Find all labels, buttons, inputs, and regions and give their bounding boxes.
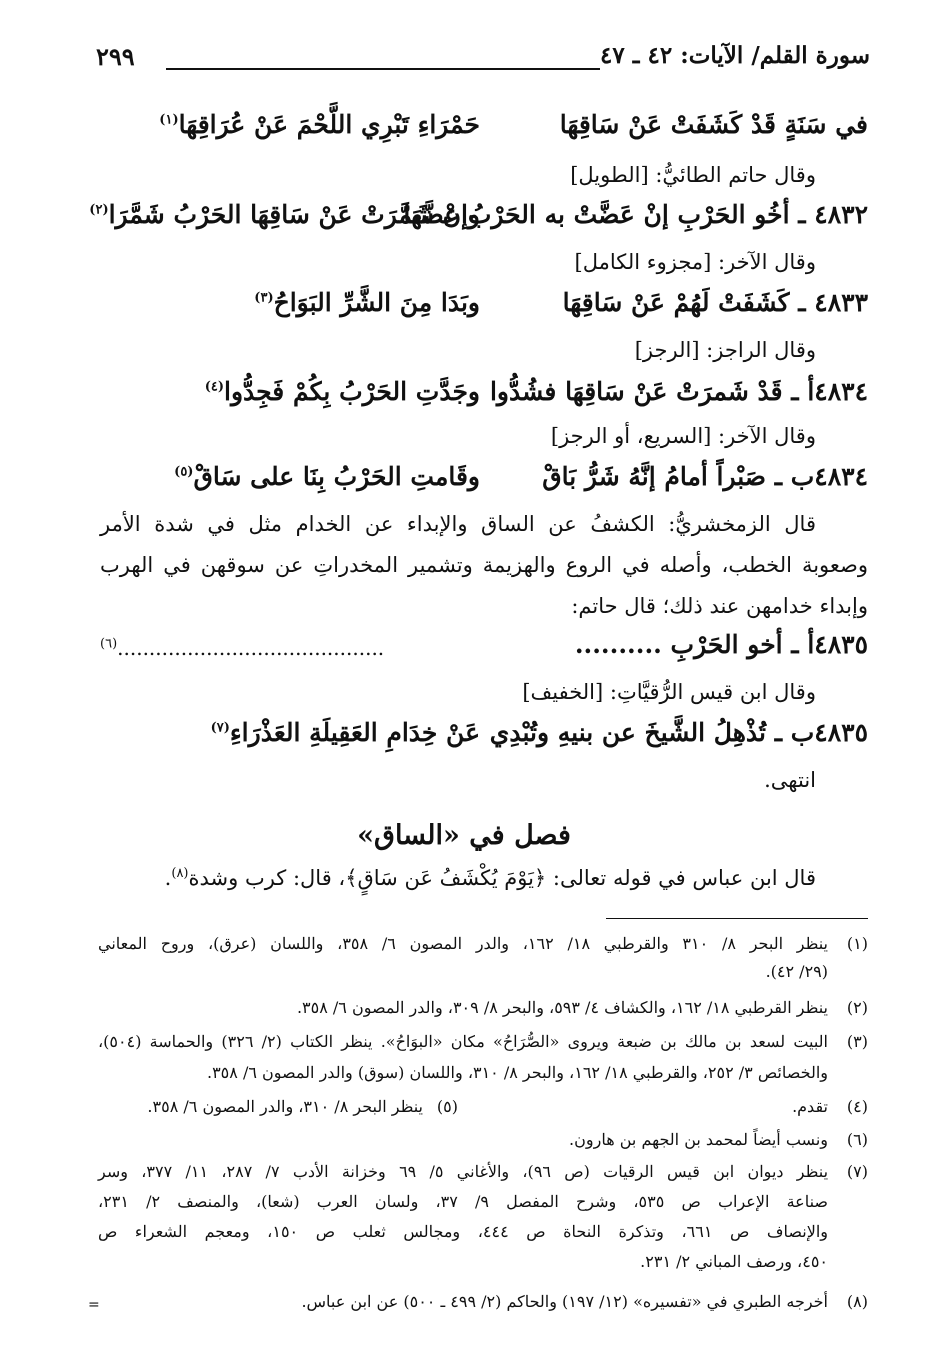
prose-line-2: وصعوبة الخطب، وأصله في الروع والهزيمة وتشمير المخدراتِ عن سوقهن في الهرب	[100, 553, 868, 577]
verse-intro-5: وقال ابن قيس الرُّقيَّاتِ: [الخفيف]	[522, 680, 816, 704]
verse-text: وإنْ شَمَّرَتْ عَنْ سَاقِهَا الحَرْبُ شَمَّرَا	[108, 200, 480, 229]
verse-4834b-first-hemistich: ٤٨٣٤ب ـ صَبْراً أمامُ إنَّهُ شَرُّ بَاقْ	[542, 462, 868, 491]
section-heading: فصل في «الساق»	[357, 820, 571, 851]
footnote-8-number: (٨)	[846, 1292, 868, 1311]
verse-4834a-second-hemistich	[100, 377, 480, 406]
footnote-1-line-1: ينظر البحر ٨/ ٣١٠ والقرطبي ١٨/ ١٦٢، والدر المصون ٦/ ٣٥٨، واللسان (عرق)، وروح المعاني	[98, 934, 828, 953]
footnote-6-line-1: ونسب أيضاً لمحمد بن الجهم بن هارون.	[569, 1130, 828, 1149]
running-title: سورة القلم/ الآيات: ٤٢ ـ ٤٧	[600, 42, 870, 69]
running-header	[96, 38, 870, 78]
verse-1-first-hemistich: في سَنَةٍ قَدْ كَشَفَتْ عَنْ سَاقِهَا	[559, 110, 868, 139]
page-number: ٢٩٩	[96, 42, 135, 71]
footnote-ref-7: (٧)	[210, 720, 230, 736]
footnote-3-line-1: البيت لسعد بن مالك بن ضبعة ويروى «الصُّرَاحُ» مكان «البوَاحُ». ينظر الكتاب (٢/ ٣٢٦) والحماسة (٥٠٤)،	[98, 1032, 829, 1051]
verse-4835b-second-hemistich	[100, 718, 480, 747]
footnote-2-number: (٢)	[846, 998, 868, 1017]
footnote-2-line-1: ينظر القرطبي ١٨/ ١٦٢، والكشاف ٤/ ٥٩٣، والبحر ٨/ ٣٠٩، والدر المصون ٦/ ٣٥٨.	[296, 998, 828, 1017]
footnote-ref-1: (١)	[159, 112, 179, 128]
footnote-ref-6: (٦)	[100, 636, 118, 652]
footnote-4-line-1: تقدم.	[792, 1097, 828, 1116]
footnote-3-number: (٣)	[846, 1032, 868, 1051]
footnote-7-line-4: ٤٥٠، ورصف المباني ٢/ ٢٣١.	[640, 1252, 828, 1271]
footnote-7-line-1: ينظر ديوان ابن قيس الرقيات (ص ٩٦)، والأغاني ٥/ ٦٩ وخزانة الأدب ٧/ ٢٨٧، ١١/ ٣٧٧، وسر	[98, 1162, 829, 1181]
footnote-7-line-2: صناعة الإعراب ص ٥٣٥، وشرح المفصل ٩/ ٣٧، ولسان العرب (شعا)، والمنصف ٢/ ٢٣١،	[98, 1192, 828, 1211]
footnote-ref-2: (٢)	[89, 202, 109, 218]
margin-mark: =	[88, 1297, 100, 1313]
section-text-body: قال ابن عباس في قوله تعالى: ﴿يَوْمَ يُكْشَفُ عَن سَاقٍ﴾، قال: كرب وشدة	[188, 866, 816, 890]
footnote-separator	[606, 918, 868, 919]
footnote-7-line-3: والإنصاف ص ٦٦١، وتذكرة النحاة ص ٤٤٤، ومجالس ثعلب ص ١٥٠، ومعجم الشعراء ص	[98, 1222, 828, 1241]
verse-4832-first-hemistich: ٤٨٣٢ ـ أخُو الحَرْبِ إنْ عَضَّتْ به الحَرْبُ عضَّهَا	[403, 200, 868, 229]
footnote-ref-5: (٥)	[174, 464, 194, 480]
verse-4832-second-hemistich	[89, 200, 480, 229]
verse-intro-3: وقال الراجز: [الرجز]	[634, 338, 816, 362]
ellipsis-dots: ..........................................	[117, 636, 385, 660]
verse-text: وبَدَا مِنَ الشَّرِّ البَوَاحُ	[273, 288, 480, 317]
quote-end: انتهى.	[764, 768, 816, 792]
verse-4834a-first-hemistich: ٤٨٣٤أ ـ قَدْ شَمرَتْ عَنْ سَاقِهَا فشُدُّوا	[489, 377, 868, 406]
footnote-8-line-1: أخرجه الطبري في «تفسيره» (١٢/ ١٩٧) والحاكم (٢/ ٤٩٩ ـ ٥٠٠) عن ابن عباس.	[301, 1292, 828, 1311]
footnote-ref-3: (٣)	[254, 290, 274, 306]
section-text-end: .	[164, 866, 172, 890]
footnote-ref-4: (٤)	[204, 379, 225, 395]
footnote-1-line-2: (٢٩/ ٤٢).	[765, 962, 828, 981]
verse-4835b-first-hemistich: ٤٨٣٥ب ـ تُذْهِلُ الشَّيخَ عن بنيهِ وتُبْدِي	[489, 718, 868, 747]
verse-text: وقَامتِ الحَرْبُ بِنَا على سَاقْ	[193, 462, 480, 491]
footnote-5-line-1: ينظر البحر ٨/ ٣١٠، والدر المصون ٦/ ٣٥٨.	[147, 1097, 423, 1116]
verse-4835a-elided	[100, 636, 384, 660]
prose-line-1: قال الزمخشريُّ: الكشفُ عن الساق والإبداء عن الخدام مثل في شدة الأمر	[100, 512, 816, 536]
verse-4833-first-hemistich: ٤٨٣٣ ـ كَشَفَتْ لَهُمْ عَنْ سَاقِهَا	[562, 288, 868, 317]
verse-text: وجَدَّتِ الحَرْبُ بِكُمْ فَجِدُّوا	[224, 377, 480, 406]
footnote-4-number: (٤)	[846, 1097, 868, 1116]
verse-intro-1: وقال حاتم الطائيُّ: [الطويل]	[570, 163, 816, 187]
prose-line-3: وإبداء خدامهن عند ذلك؛ قال حاتم:	[571, 594, 868, 618]
footnote-ref-8: (٨)	[171, 866, 189, 881]
verse-text: عَنْ خِدَامِ العَقِيلَةِ العَذْرَاءِ	[229, 718, 480, 747]
verse-1-second-hemistich	[100, 110, 480, 139]
verse-text: حَمْرَاءِ تَبْرِي اللَّحْمَ عَنْ عُرَاقِهَا	[178, 110, 480, 139]
footnote-3-line-2: والخصائص ٣/ ٢٥٢، والقرطبي ١٨/ ١٦٢، والبحر ٨/ ٣١٠، واللسان (سوق) والدر المصون ٦/ ٣٥٨.	[206, 1063, 828, 1082]
footnote-7-number: (٧)	[846, 1162, 868, 1181]
verse-4835a-first-hemistich: ٤٨٣٥أ ـ أخو الحَرْبِ ..........	[574, 630, 868, 659]
verse-intro-2: وقال الآخر: [مجزوء الكامل]	[574, 250, 816, 274]
verse-intro-4: وقال الآخر: [السريع، أو الرجز]	[550, 424, 816, 448]
verse-4834b-second-hemistich	[100, 462, 480, 491]
verse-4833-second-hemistich	[100, 288, 480, 317]
footnote-6-number: (٦)	[846, 1130, 868, 1149]
footnote-1-number: (١)	[846, 934, 868, 953]
header-rule	[166, 68, 600, 70]
footnote-5-number: (٥)	[436, 1097, 458, 1116]
section-text	[165, 866, 816, 890]
